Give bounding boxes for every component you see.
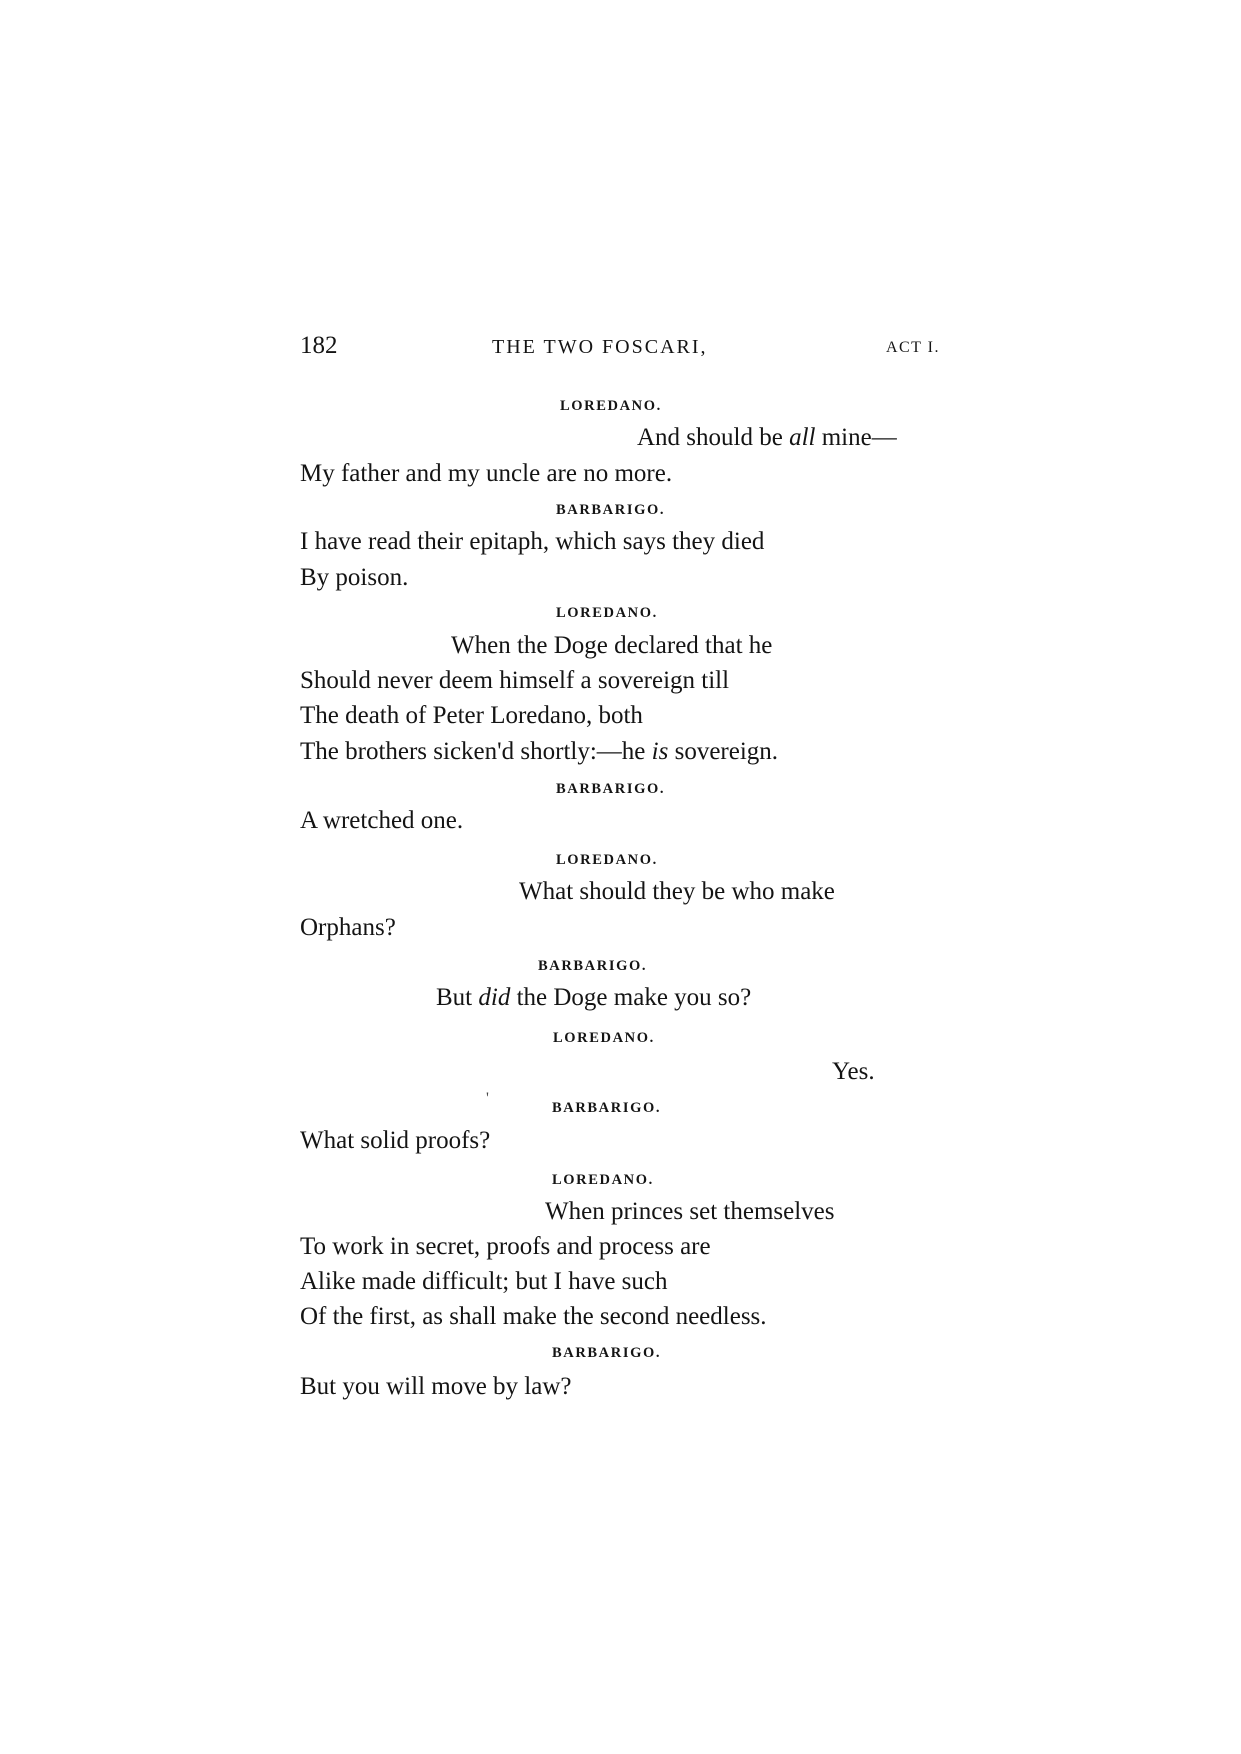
verse-text: What should they be who make	[519, 878, 835, 905]
verse-text: the Doge make you so?	[510, 984, 752, 1011]
verse-line	[436, 984, 751, 1012]
verse-text: The brothers sicken'd shortly:—he	[300, 738, 652, 765]
verse-line	[300, 738, 778, 766]
verse-line	[300, 1303, 767, 1331]
page-number: 182	[300, 332, 338, 359]
verse-line	[300, 702, 643, 730]
italic-word: did	[478, 984, 511, 1011]
verse-text: Yes.	[832, 1058, 875, 1085]
verse-text: And should be	[637, 424, 790, 451]
verse-text: Orphans?	[300, 914, 396, 941]
speaker-name: LOREDANO.	[552, 1172, 654, 1188]
speaker-name: BARBARIGO.	[552, 1100, 662, 1116]
verse-line	[300, 1233, 711, 1261]
verse-text: mine—	[815, 424, 897, 451]
speaker-name: LOREDANO.	[560, 398, 662, 414]
verse-text: By poison.	[300, 564, 409, 591]
speaker-name: LOREDANO.	[553, 1030, 655, 1046]
verse-line	[300, 1268, 668, 1296]
verse-text: My father and my uncle are no more.	[300, 460, 673, 487]
verse-line	[300, 460, 672, 488]
running-title: THE TWO FOSCARI,	[492, 336, 708, 358]
verse-line	[300, 564, 408, 592]
verse-text: Should never deem himself a sovereign till	[300, 667, 730, 694]
verse-text: sovereign.	[668, 738, 779, 765]
verse-text: What solid proofs?	[300, 1127, 491, 1154]
speaker-name: BARBARIGO.	[556, 502, 666, 518]
speaker-name: BARBARIGO.	[556, 781, 666, 797]
verse-line	[300, 528, 764, 556]
speaker-name: BARBARIGO.	[538, 958, 648, 974]
verse-line	[300, 807, 463, 835]
act-label: ACT I.	[885, 339, 940, 356]
verse-text: When the Doge declared that he	[451, 632, 773, 659]
verse-line	[545, 1198, 835, 1226]
verse-line	[519, 878, 835, 906]
printing-mark: '	[486, 1090, 489, 1107]
verse-text: But	[436, 984, 479, 1011]
verse-line	[300, 1127, 490, 1155]
speaker-name: BARBARIGO.	[552, 1345, 662, 1361]
italic-word: all	[789, 424, 816, 451]
verse-text: The death of Peter Loredano, both	[300, 702, 643, 729]
speaker-name: LOREDANO.	[556, 852, 658, 868]
speaker-name: LOREDANO.	[556, 605, 658, 621]
verse-text: I have read their epitaph, which says they died	[300, 528, 765, 555]
verse-line	[300, 914, 396, 942]
verse-text: But you will move by law?	[300, 1373, 572, 1400]
verse-line	[451, 632, 772, 660]
verse-text: Alike made difficult; but I have such	[300, 1268, 668, 1295]
verse-text: Of the first, as shall make the second needless.	[300, 1303, 767, 1330]
verse-line	[300, 667, 729, 695]
verse-line	[832, 1058, 875, 1086]
italic-word: is	[651, 738, 669, 765]
verse-line	[300, 1373, 572, 1401]
verse-text: To work in secret, proofs and process are	[300, 1233, 711, 1260]
page-header	[300, 332, 940, 368]
verse-text: When princes set themselves	[545, 1198, 835, 1225]
verse-line	[637, 424, 897, 452]
verse-text: A wretched one.	[300, 807, 464, 834]
